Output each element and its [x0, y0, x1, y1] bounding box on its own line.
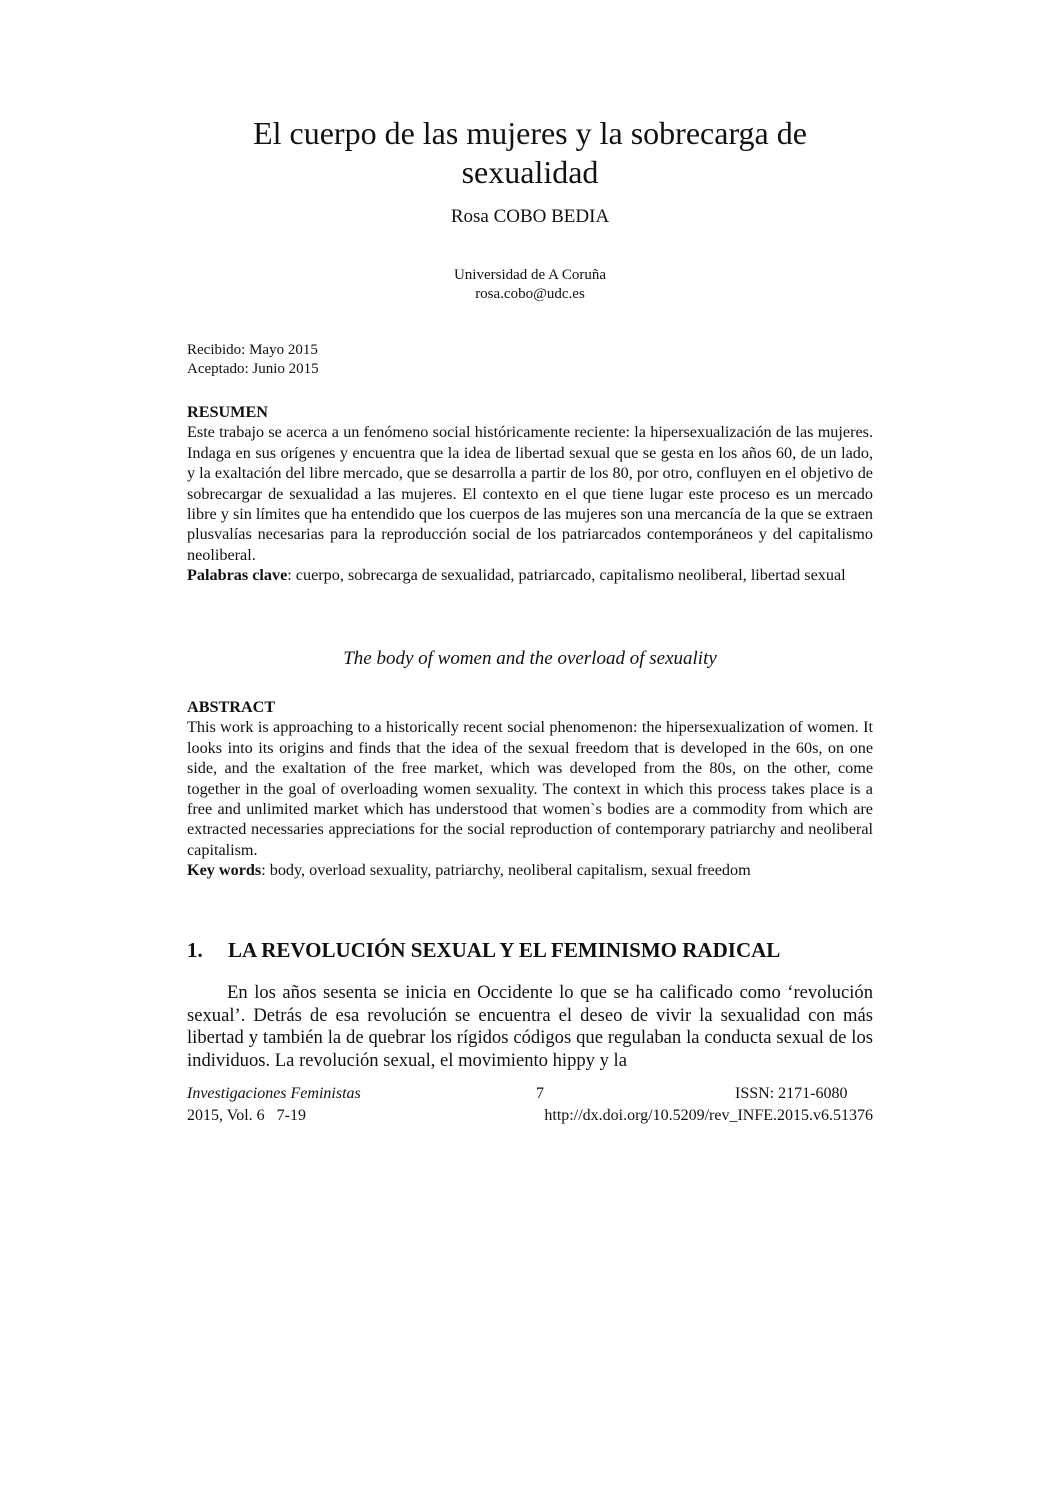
institution: Universidad de A Coruña — [453, 267, 607, 283]
affiliation — [187, 266, 873, 304]
paper-title: El cuerpo de las mujeres y la sobrecarga de sexualidad — [253, 115, 807, 190]
page-footer — [187, 1083, 873, 1127]
journal-name: Investigaciones Feministas — [187, 1085, 361, 1102]
section-heading — [187, 938, 780, 963]
section-number: 1. — [187, 938, 203, 962]
received-date: Recibido: Mayo 2015 — [187, 342, 318, 358]
section-title: LA REVOLUCIÓN SEXUAL Y EL FEMINISMO RADICAL — [228, 938, 781, 962]
doi-link[interactable]: http://dx.doi.org/10.5209/rev_INFE.2015.v6.51376 — [544, 1107, 873, 1124]
key-words-label: Key words — [187, 861, 262, 880]
author-name: Rosa COBO BEDIA — [450, 206, 610, 227]
volume-pages: 2015, Vol. 6 7-19 — [187, 1107, 306, 1124]
palabras-clave-label: Palabras clave — [187, 566, 288, 585]
key-words: : body, overload sexuality, patriarchy, neoliberal capitalism, sexual freedom — [261, 861, 751, 880]
accepted-date: Aceptado: Junio 2015 — [187, 361, 319, 377]
author-email: rosa.cobo@udc.es — [475, 286, 585, 302]
resumen-heading: RESUMEN — [187, 403, 268, 421]
abstract-heading: ABSTRACT — [187, 698, 276, 716]
palabras-clave: : cuerpo, sobrecarga de sexualidad, patriarcado, capitalismo neoliberal, libertad sexual — [287, 566, 846, 585]
issn: ISSN: 2171-6080 — [735, 1085, 848, 1102]
submission-dates — [187, 341, 319, 379]
abstract-section — [187, 697, 873, 881]
page-number: 7 — [536, 1085, 544, 1102]
english-title: The body of women and the overload of sexuality — [343, 648, 717, 669]
abstract-text: This work is approaching to a historically recent social phenomenon: the hipersexualization of women. It looks into its origins and finds that the idea of the sexual freedom that is developed in the 60s, on one side, and the exaltation of the free market, which was developed from the 80s, on the other, come together in the goal of overloading women sexuality. The context in which this process takes place is a free and unlimited market which has understood that women`s bodies are a commodity from which are extracted necessaries appreciations for the social reproduction of contemporary patriarchy and neoliberal capitalism. — [187, 718, 873, 859]
resumen-section — [187, 402, 873, 586]
resumen-text: Este trabajo se acerca a un fenómeno social históricamente reciente: la hipersexualización de las mujeres. Indaga en sus orígenes y encuentra que la idea de libertad sexual que se gesta en los años 60, de un lado, y la exaltación del libre mercado, que se desarrolla a partir de los 80, por otro, confluyen en el objetivo de sobrecargar de sexualidad a las mujeres. El contexto en el que tiene lugar este proceso es un mercado libre y sin límites que ha entendido que los cuerpos de las mujeres son una mercancía de la que se extraen plusvalías necesarias para la reproducción social de los patriarcados contemporáneos y del capitalismo neoliberal. — [187, 423, 873, 564]
body-paragraph: En los años sesenta se inicia en Occidente lo que se ha calificado como ‘revolución sexual’. Detrás de esa revolución se encuentra el deseo de vivir la sexualidad con más libertad y también la de quebrar los rígidos códigos que regulaban la conducta sexual de los individuos. La revolución sexual, el movimiento hippy y la — [187, 982, 873, 1071]
